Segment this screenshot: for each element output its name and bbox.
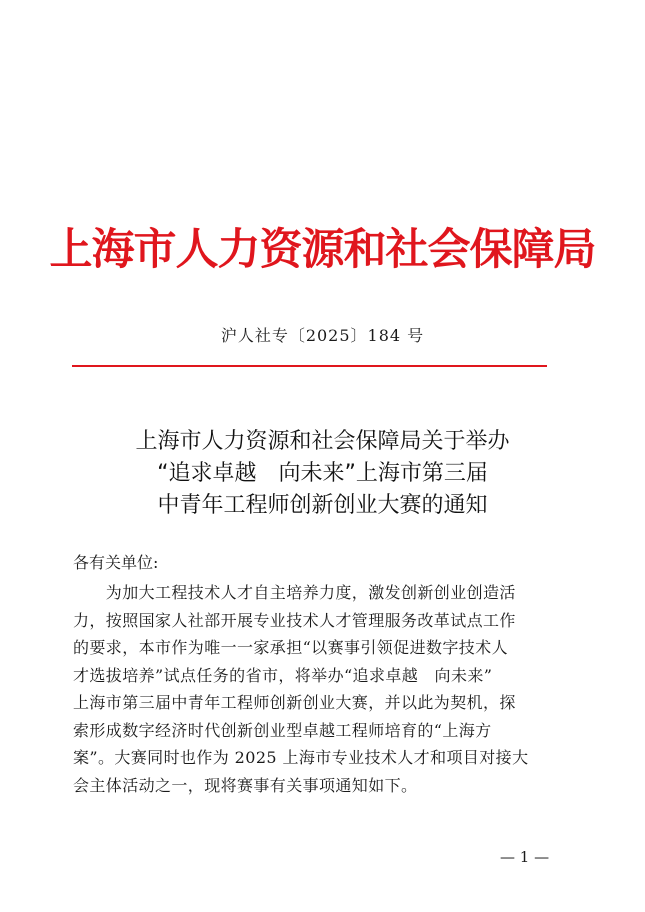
agency-header: 上海市人力资源和社会保障局 <box>49 225 596 275</box>
document-title <box>0 426 645 522</box>
body-line: 案”。大赛同时也作为 2025 上海市专业技术人才和项目对接大 <box>73 748 529 767</box>
salutation: 各有关单位: <box>73 553 159 572</box>
red-divider <box>72 365 547 367</box>
title-line: “追求卓越 向未来”上海市第三届 <box>157 461 488 486</box>
title-line: 上海市人力资源和社会保障局关于举办 <box>135 429 510 454</box>
body-line: 力，按照国家人社部开展专业技术人才管理服务改革试点工作 <box>73 610 516 630</box>
body-line: 上海市第三届中青年工程师创新创业大赛，并以此为契机，探 <box>73 693 516 712</box>
page-number: — 1 — <box>500 848 550 866</box>
body-line: 索形成数字经济时代创新创业型卓越工程师培育的“上海方 <box>73 720 492 740</box>
body-line: 才选拔培养”试点任务的省市，将举办“追求卓越 向未来” <box>73 665 493 685</box>
title-line: 中青年工程师创新创业大赛的通知 <box>157 493 488 518</box>
body-line: 会主体活动之一，现将赛事有关事项通知如下。 <box>73 775 418 795</box>
body-paragraph <box>73 579 549 799</box>
body-line: 的要求，本市作为唯一一家承担“以赛事引领促进数字技术人 <box>73 638 508 657</box>
document-number: 沪人社专〔2025〕184 号 <box>220 326 425 345</box>
body-line: 为加大工程技术人才自主培养力度，激发创新创业创造活 <box>73 583 516 602</box>
